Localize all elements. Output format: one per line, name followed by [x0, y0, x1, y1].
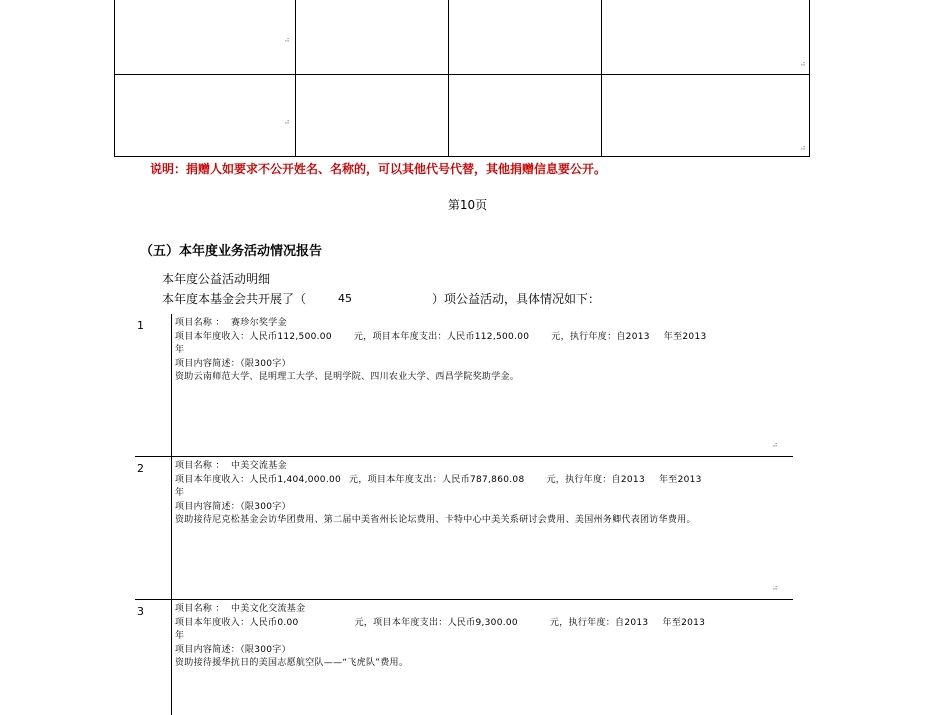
- table-column-divider: [601, 0, 602, 157]
- description-label: 项目内容简述：（限300字）: [175, 644, 291, 655]
- project-divider: [171, 314, 172, 457]
- income-label: 项目本年度收入：人民币: [175, 331, 278, 342]
- period-label: 元，执行年度：自2013: [551, 331, 650, 342]
- disclosure-note: 说明：捐赠人如要求不公开姓名、名称的，可以其他代号代替，其他捐赠信息要公开。: [150, 162, 607, 176]
- table-row-divider: [114, 74, 810, 75]
- project-separator: [135, 599, 793, 600]
- table-left-border: [114, 0, 115, 157]
- period-to: 年至2013: [663, 331, 707, 342]
- expense-value: 787,860.08: [469, 474, 525, 485]
- table-right-border: [809, 0, 810, 157]
- expense-label: 元，项目本年度支出：人民币: [353, 331, 475, 342]
- resize-grip-icon[interactable]: ⠴: [284, 117, 289, 126]
- table-column-divider: [295, 0, 296, 157]
- resize-grip-icon[interactable]: ⠴: [284, 35, 289, 44]
- donation-table: [114, 0, 810, 157]
- income-value: 0.00: [277, 617, 299, 628]
- resize-grip-icon[interactable]: ⠴: [800, 143, 805, 152]
- project-name: 赛珍尔奖学金: [231, 318, 287, 328]
- income-label: 项目本年度收入：人民币: [175, 474, 278, 485]
- description-label: 项目内容简述：（限300字）: [175, 358, 291, 369]
- expense-value: 112,500.00: [474, 331, 530, 342]
- period-to: 年至2013: [662, 617, 706, 628]
- income-value: 112,500.00: [277, 331, 332, 342]
- project-name-label: 项目名称 ：: [175, 318, 225, 328]
- project-divider: [171, 457, 172, 600]
- section-subtitle: 本年度公益活动明细: [162, 272, 271, 286]
- expense-label: 元，项目本年度支出：人民币: [354, 617, 476, 628]
- expense-value: 9,300.00: [475, 617, 518, 628]
- period-to: 年至2013: [658, 474, 702, 485]
- table-bottom-border: [114, 156, 810, 157]
- project-number: 2: [137, 462, 144, 475]
- resize-grip-icon[interactable]: ⠴: [800, 59, 805, 68]
- expense-label: 元，项目本年度支出：人民币: [349, 474, 470, 485]
- page-number: 第10页: [447, 198, 488, 212]
- income-value: 1,404,000.00: [277, 474, 342, 485]
- project-name-label: 项目名称 ：: [175, 461, 225, 471]
- year-char: 年: [175, 631, 185, 641]
- project-number: 1: [137, 319, 144, 332]
- year-char: 年: [175, 488, 185, 498]
- section-title: （五）本年度业务活动情况报告: [140, 244, 323, 259]
- description-label: 项目内容简述：（限300字）: [175, 501, 291, 512]
- project-block[interactable]: [175, 603, 775, 671]
- project-block[interactable]: [175, 317, 775, 385]
- activity-count-suffix: ）项公益活动，具体情况如下：: [432, 292, 601, 306]
- project-divider: [171, 600, 172, 715]
- activity-count-prefix: 本年度本基金会共开展了（: [162, 292, 307, 306]
- resize-grip-icon[interactable]: ⠴: [772, 440, 777, 449]
- project-name-label: 项目名称 ：: [175, 604, 225, 614]
- description-text: 资助接待尼克松基金会访华团费用、第二届中美省州长论坛费用、卡特中心中美关系研讨会费用、美国州务卿代表团访华费用。: [175, 515, 696, 525]
- period-label: 元，执行年度：自2013: [549, 617, 649, 628]
- project-name: 中美交流基金: [231, 461, 287, 471]
- activity-count-field[interactable]: 45: [338, 292, 352, 305]
- description-text: 资助云南师范大学、昆明理工大学、昆明学院、四川农业大学、西昌学院奖助学金。: [175, 372, 520, 382]
- project-separator: [135, 456, 793, 457]
- year-char: 年: [175, 345, 185, 355]
- period-label: 元，执行年度：自2013: [546, 474, 645, 485]
- project-name: 中美文化交流基金: [231, 604, 306, 614]
- project-block[interactable]: [175, 460, 775, 528]
- description-text: 资助接待援华抗日的美国志愿航空队——“飞虎队”费用。: [175, 658, 409, 668]
- income-label: 项目本年度收入：人民币: [175, 617, 278, 628]
- table-column-divider: [448, 0, 449, 157]
- project-number: 3: [137, 605, 144, 618]
- resize-grip-icon[interactable]: ⠴: [772, 583, 777, 592]
